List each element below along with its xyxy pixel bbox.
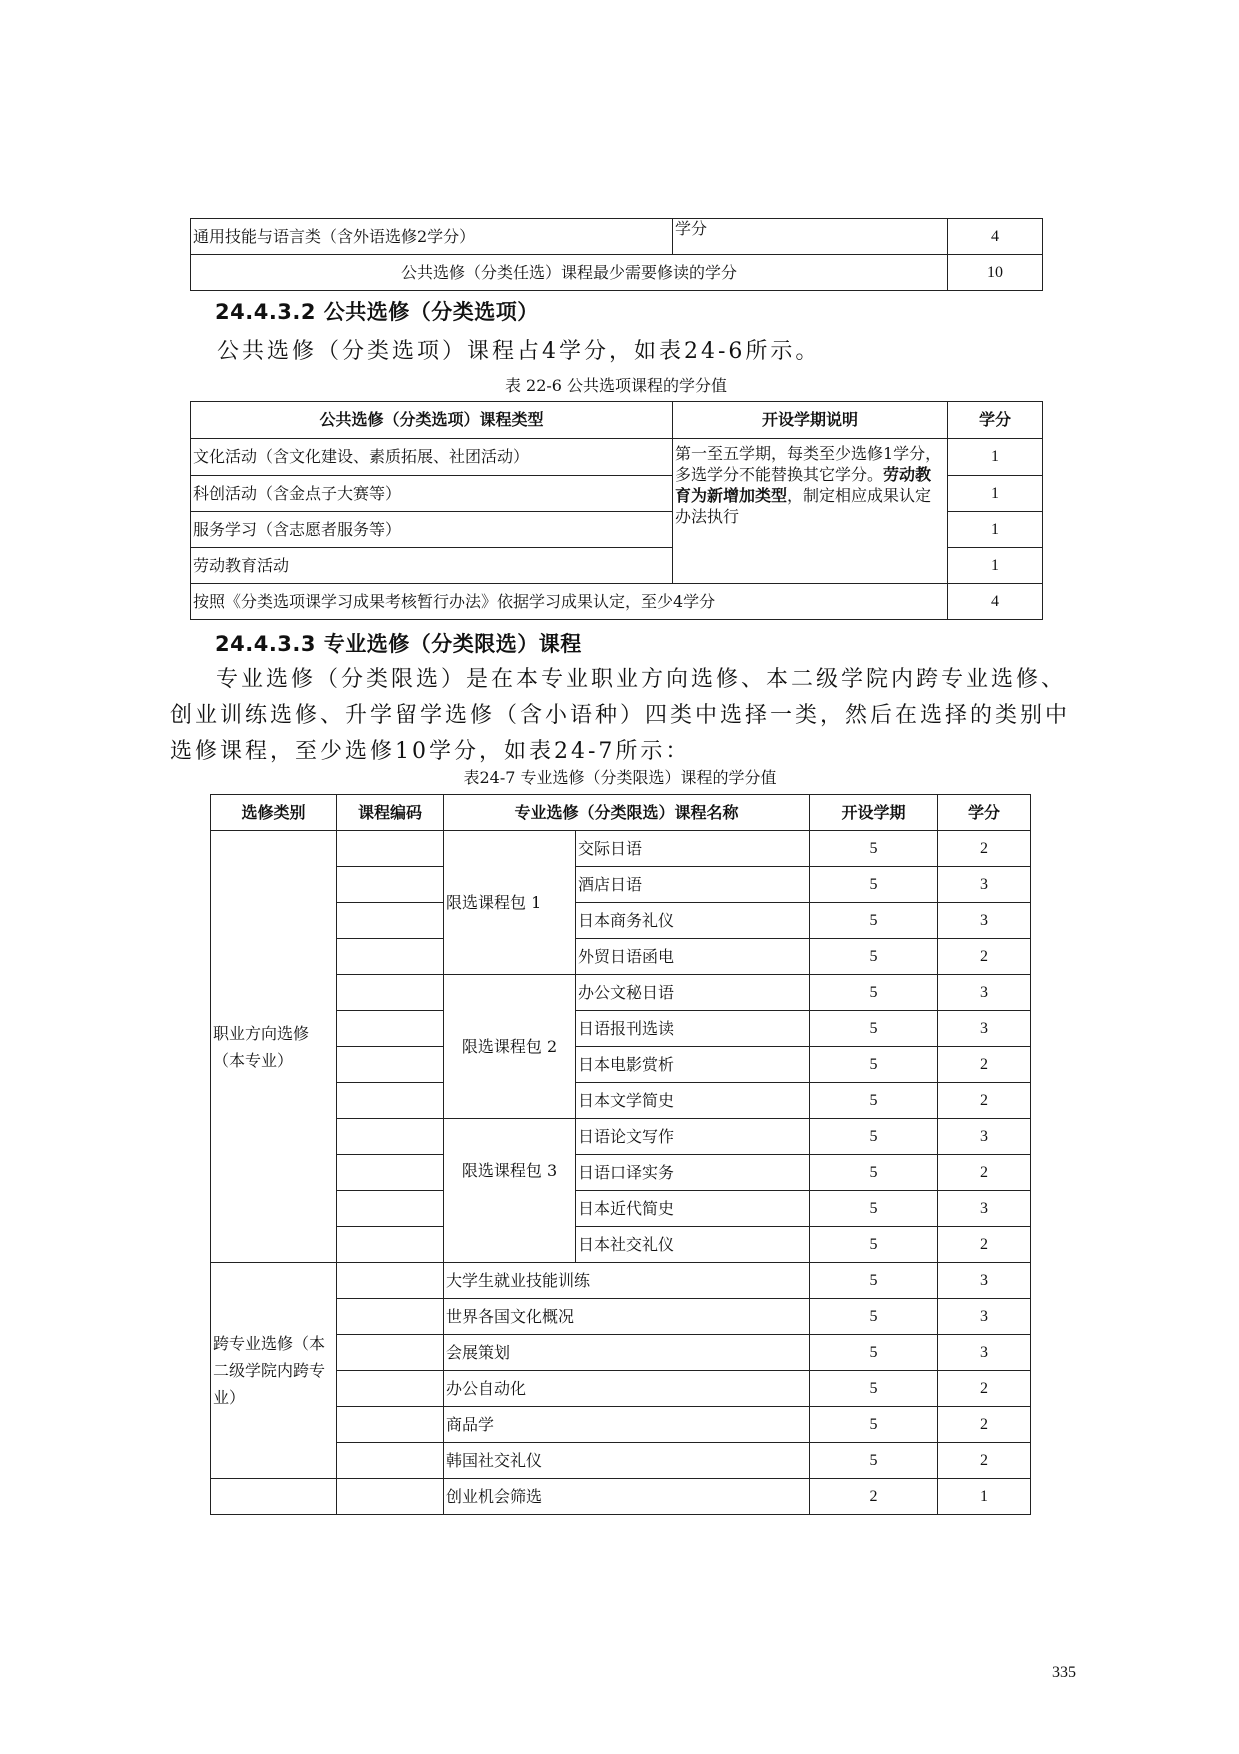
table-header-row	[211, 795, 1031, 831]
course-name-cell: 酒店日语	[576, 867, 810, 903]
term-cell: 5	[810, 1155, 938, 1191]
type-cell: 劳动教育活动	[191, 548, 673, 584]
course-name-cell: 办公自动化	[444, 1371, 810, 1407]
credit-cell: 2	[938, 1443, 1031, 1479]
code-cell	[337, 1119, 444, 1155]
note-text: 第一至五学期，每类至少选修1学分，多选学分不能替换其它学分。	[675, 444, 942, 484]
category-cell: 跨专业选修（本二级学院内跨专业）	[211, 1263, 337, 1479]
table-top	[190, 218, 1043, 291]
code-cell	[337, 975, 444, 1011]
course-name-cell: 创业机会筛选	[444, 1479, 810, 1515]
term-cell: 5	[810, 1191, 938, 1227]
type-cell: 文化活动（含文化建设、素质拓展、社团活动）	[191, 439, 673, 476]
course-name-cell: 日本商务礼仪	[576, 903, 810, 939]
course-name-cell: 日语论文写作	[576, 1119, 810, 1155]
table-row	[191, 584, 1043, 620]
section-heading: 24.4.3.3 专业选修（分类限选）课程	[215, 632, 582, 656]
column-header: 开设学期	[810, 795, 938, 831]
credit-cell: 3	[938, 1263, 1031, 1299]
code-cell	[337, 1371, 444, 1407]
package-cell: 限选课程包 1	[444, 831, 576, 975]
credit-cell: 2	[938, 1083, 1031, 1119]
code-cell	[337, 1479, 444, 1515]
credit-cell: 3	[938, 1191, 1031, 1227]
term-cell: 5	[810, 903, 938, 939]
column-header: 开设学期说明	[673, 402, 948, 439]
credit-cell: 2	[938, 831, 1031, 867]
package-cell: 限选课程包 2	[444, 975, 576, 1119]
term-cell: 5	[810, 1083, 938, 1119]
column-header: 专业选修（分类限选）课程名称	[444, 795, 810, 831]
credit-cell: 1	[938, 1479, 1031, 1515]
credit-cell: 2	[938, 1371, 1031, 1407]
credit-cell: 10	[948, 255, 1043, 291]
course-name-cell: 日语报刊选读	[576, 1011, 810, 1047]
table-6	[190, 401, 1043, 620]
credit-cell: 4	[948, 219, 1043, 255]
term-cell: 5	[810, 1119, 938, 1155]
credit-cell: 3	[938, 975, 1031, 1011]
term-cell: 5	[810, 1443, 938, 1479]
note-bold-text: 劳动教育为新增加类型	[675, 465, 932, 505]
code-cell	[337, 831, 444, 867]
term-cell: 2	[810, 1479, 938, 1515]
term-cell: 5	[810, 1407, 938, 1443]
credit-cell: 3	[938, 867, 1031, 903]
code-cell	[337, 1011, 444, 1047]
term-cell: 5	[810, 1227, 938, 1263]
course-name-cell: 外贸日语函电	[576, 939, 810, 975]
credit-cell: 2	[938, 1047, 1031, 1083]
term-cell: 5	[810, 867, 938, 903]
code-cell	[337, 939, 444, 975]
column-header: 课程编码	[337, 795, 444, 831]
table-row	[211, 1479, 1031, 1515]
column-header: 选修类别	[211, 795, 337, 831]
course-name-cell: 世界各国文化概况	[444, 1299, 810, 1335]
course-name-cell: 日本电影赏析	[576, 1047, 810, 1083]
type-cell: 科创活动（含金点子大赛等）	[191, 476, 673, 512]
semester-note-cell	[673, 439, 948, 584]
table-caption: 表24-7 专业选修（分类限选）课程的学分值	[463, 768, 777, 787]
credit-cell: 1	[948, 512, 1043, 548]
course-name-cell: 日语口译实务	[576, 1155, 810, 1191]
code-cell	[337, 1155, 444, 1191]
table-7	[210, 794, 1031, 1515]
credit-cell: 2	[938, 939, 1031, 975]
credit-cell: 1	[948, 476, 1043, 512]
table-row	[211, 1263, 1031, 1299]
code-cell	[337, 1335, 444, 1371]
table-row	[191, 255, 1043, 291]
section-paragraph: 公共选修（分类选项）课程占4学分，如表24-6所示。	[217, 339, 821, 364]
code-cell	[337, 1047, 444, 1083]
column-header: 学分	[948, 402, 1043, 439]
code-cell	[337, 867, 444, 903]
code-cell	[337, 903, 444, 939]
code-cell	[337, 1263, 444, 1299]
table-row	[191, 219, 1043, 255]
package-cell: 限选课程包 3	[444, 1119, 576, 1263]
term-cell: 5	[810, 1011, 938, 1047]
credit-cell: 3	[938, 1335, 1031, 1371]
credit-cell: 3	[938, 1119, 1031, 1155]
column-header: 学分	[938, 795, 1031, 831]
table-row	[211, 831, 1031, 867]
course-name-cell: 会展策划	[444, 1335, 810, 1371]
credit-cell: 2	[938, 1155, 1031, 1191]
course-name-cell: 商品学	[444, 1407, 810, 1443]
term-cell: 5	[810, 1371, 938, 1407]
footer-cell: 按照《分类选项课学习成果考核暂行办法》依据学习成果认定，至少4学分	[191, 584, 948, 620]
term-cell: 5	[810, 939, 938, 975]
credit-cell: 2	[938, 1407, 1031, 1443]
credit-cell: 3	[938, 903, 1031, 939]
page-number: 335	[1052, 1664, 1076, 1681]
term-cell: 5	[810, 1047, 938, 1083]
category-cell: 通用技能与语言类（含外语选修2学分）	[191, 219, 673, 255]
type-cell: 服务学习（含志愿者服务等）	[191, 512, 673, 548]
category-cell	[211, 1479, 337, 1515]
course-name-cell: 交际日语	[576, 831, 810, 867]
column-header: 公共选修（分类选项）课程类型	[191, 402, 673, 439]
table-row	[191, 439, 1043, 476]
course-name-cell: 日本近代简史	[576, 1191, 810, 1227]
credit-cell: 4	[948, 584, 1043, 620]
code-cell	[337, 1227, 444, 1263]
table-caption: 表 22-6 公共选项课程的学分值	[504, 376, 728, 395]
code-cell	[337, 1407, 444, 1443]
course-name-cell: 办公文秘日语	[576, 975, 810, 1011]
term-cell: 5	[810, 1299, 938, 1335]
code-cell	[337, 1443, 444, 1479]
credit-cell: 2	[938, 1227, 1031, 1263]
section-paragraph: 专业选修（分类限选）是在本专业职业方向选修、本二级学院内跨专业选修、创业训练选修、升学留学选修（含小语种）四类中选择一类，然后在选择的类别中选修课程，至少选修10学分，如表24-7所示：	[170, 667, 1071, 764]
credit-cell: 1	[948, 548, 1043, 584]
course-name-cell: 大学生就业技能训练	[444, 1263, 810, 1299]
term-cell: 5	[810, 1335, 938, 1371]
course-name-cell: 韩国社交礼仪	[444, 1443, 810, 1479]
section-heading: 24.4.3.2 公共选修（分类选项）	[215, 300, 539, 324]
term-cell: 5	[810, 1263, 938, 1299]
credit-cell: 3	[938, 1011, 1031, 1047]
code-cell	[337, 1299, 444, 1335]
term-cell: 5	[810, 975, 938, 1011]
term-cell: 5	[810, 831, 938, 867]
credit-cell: 1	[948, 439, 1043, 476]
course-name-cell: 日本文学简史	[576, 1083, 810, 1119]
note-text: ，制定相应成果认定办法执行	[675, 486, 932, 526]
course-name-cell: 日本社交礼仪	[576, 1227, 810, 1263]
code-cell	[337, 1191, 444, 1227]
summary-cell: 公共选修（分类任选）课程最少需要修读的学分	[191, 255, 948, 291]
table-header-row	[191, 402, 1043, 439]
code-cell	[337, 1083, 444, 1119]
desc-cell: 学分	[673, 219, 948, 255]
credit-cell: 3	[938, 1299, 1031, 1335]
category-cell: 职业方向选修（本专业）	[211, 831, 337, 1263]
